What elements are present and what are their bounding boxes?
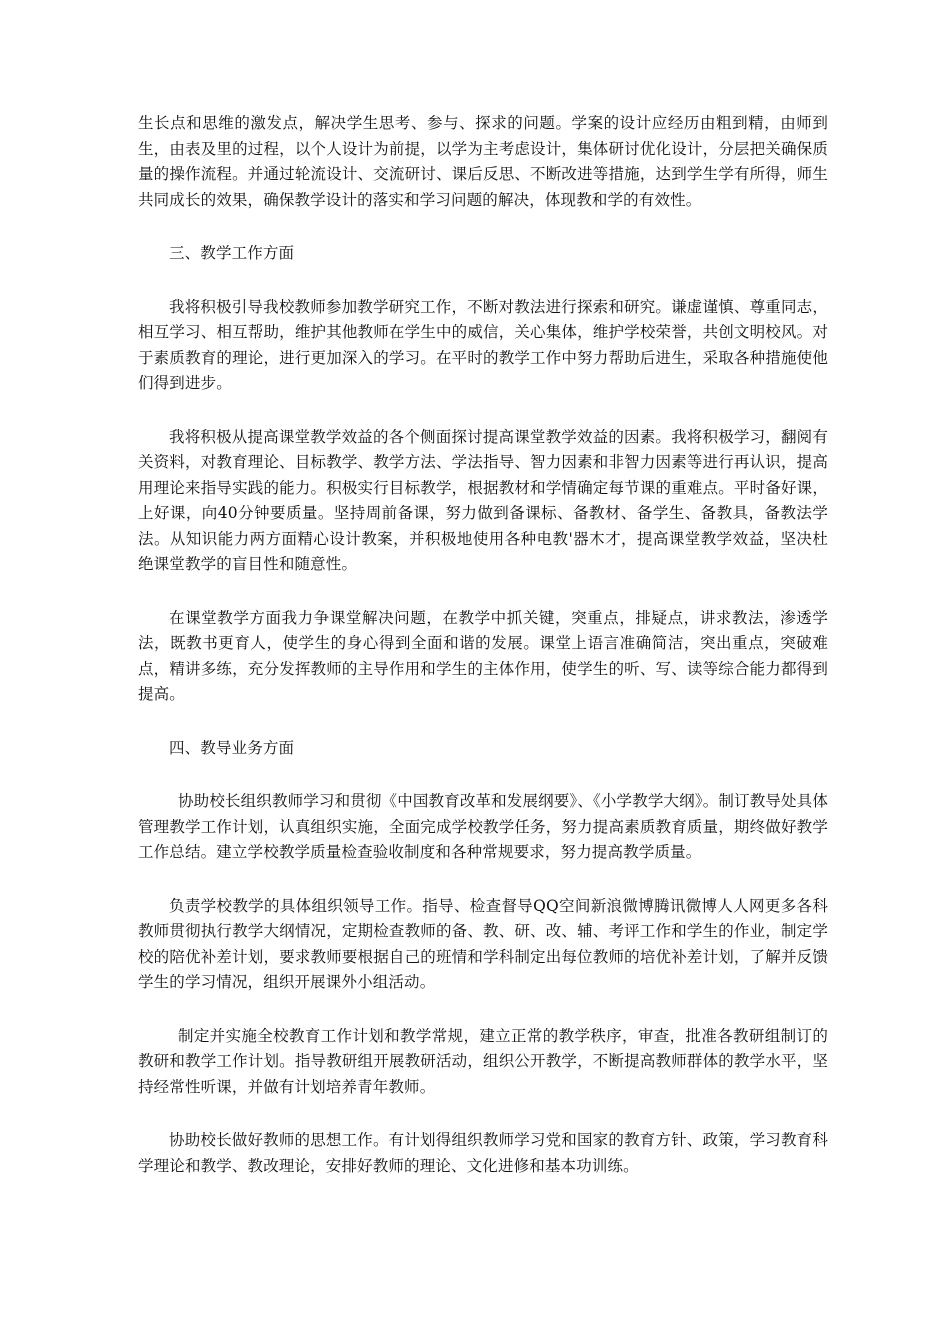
document-page <box>138 111 828 1207</box>
paragraph-continuation: 生长点和思维的激发点，解决学生思考、参与、探求的问题。学案的设计应经历由粗到精，由师到生，由表及里的过程，以个人设计为前提，以学为主考虑设计，集体研讨优化设计，分层把关确保质量的操作流程。并通过轮流设计、交流研讨、课后反思、不断改进等措施，达到学生学有所得，师生共同成长的效果，确保教学设计的落实和学习问题的解决，体现教和学的有效性。 <box>138 114 828 209</box>
section-heading-teaching-work: 三、教学工作方面 <box>169 244 295 262</box>
paragraph-classroom-teaching: 在课堂教学方面我力争课堂解决问题，在教学中抓关键，突重点，排疑点，讲求教法，渗透学法，既教书更育人，使学生的身心得到全面和谐的发展。课堂上语言准确简洁，突出重点，突破难点，精讲多练，充分发挥教师的主导作用和学生的主体作用，使学生的听、写、读等综合能力都得到提高。 <box>138 608 828 703</box>
paragraph-ideological-work: 协助校长做好教师的思想工作。有计划得组织教师学习党和国家的教育方针、政策，学习教育科学理论和教学、教改理论，安排好教师的理论、文化进修和基本功训练。 <box>138 1131 828 1175</box>
section-heading-guidance-work: 四、教导业务方面 <box>169 738 295 757</box>
paragraph-organize-leadership: 负责学校教学的具体组织领导工作。指导、检查督导QQ空间新浪微博腾讯微博人人网更多各科教师贯彻执行教学大纲情况，定期检查教师的备、教、研、改、辅、考评工作和学生的作业，制定学校的陪优补差计划，要求教师要根据自己的班情和学科制定出每位教师的培优补差计划，了解并反馈学生的学习情况，组织开展课外小组活动。 <box>138 896 828 991</box>
paragraph-work-plan: 制定并实施全校教育工作计划和教学常规，建立正常的教学秩序，审查，批准各教研组制订的教研和教学工作计划。指导教研组开展教研活动，组织公开教学，不断提高教师群体的教学水平，坚持经常性听课，并做有计划培养青年教师。 <box>138 1026 828 1096</box>
paragraph-teaching-research: 我将积极引导我校教师参加教学研究工作，不断对教法进行探索和研究。谦虚谨慎、尊重同志，相互学习、相互帮助，维护其他教师在学生中的威信，关心集体，维护学校荣誉，共创文明校风。对于素质教育的理论，进行更加深入的学习。在平时的教学工作中努力帮助后进生，采取各种措施使他们得到进步。 <box>138 297 828 392</box>
paragraph-classroom-efficiency: 我将积极从提高课堂教学效益的各个侧面探讨提高课堂教学效益的因素。我将积极学习，翻阅有关资料，对教育理论、目标教学、教学方法、学法指导、智力因素和非智力因素等进行再认识，提高用理论来指导实践的能力。积极实行目标教学，根据教材和学情确定每节课的重难点。平时备好课，上好课，向40分钟要质量。坚持周前备课，努力做到备课标、备教材、备学生、备教具，备教法学法。从知识能力两方面精心设计教案，并积极地使用各种电教'器木才，提高课堂教学效益，坚决杜绝课堂教学的盲目性和随意性。 <box>138 427 828 573</box>
paragraph-assist-principal-study: 协助校长组织教师学习和贯彻《中国教育改革和发展纲要》、《小学教学大纲》。制订教导处具体管理教学工作计划，认真组织实施，全面完成学校教学任务，努力提高素质教育质量，期终做好教学工作总结。建立学校教学质量检查验收制度和各种常规要求，努力提高教学质量。 <box>138 792 828 861</box>
